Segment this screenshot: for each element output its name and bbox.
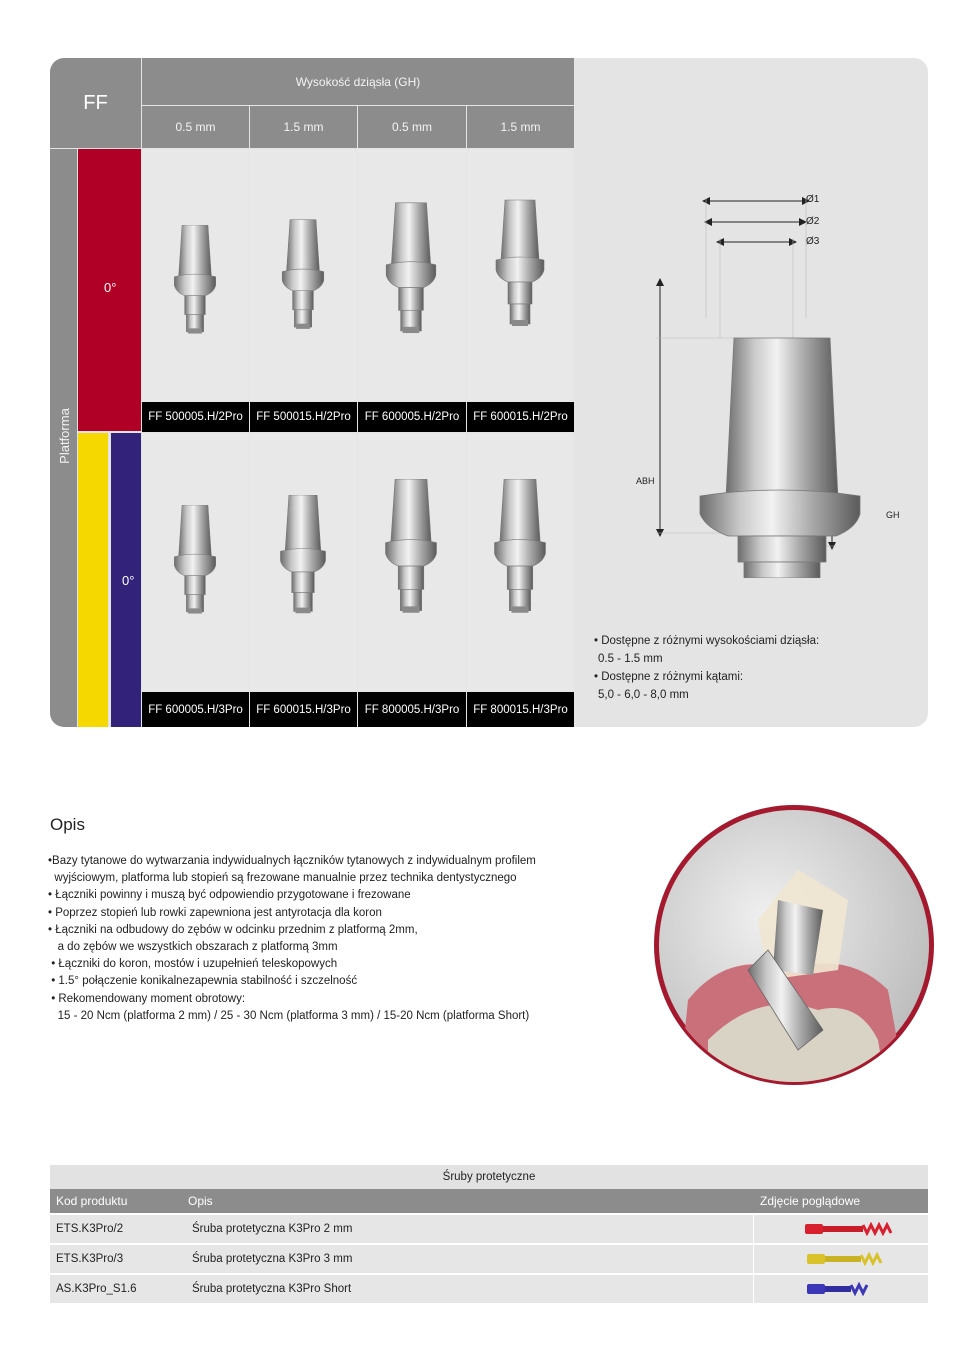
screw-description: Śruba protetyczna K3Pro 2 mm <box>192 1223 353 1235</box>
product-cell <box>467 149 574 402</box>
screws-table <box>50 1165 928 1303</box>
abutment-image <box>490 193 550 337</box>
height-col-2: 1.5 mm <box>250 106 357 148</box>
product-cell <box>358 433 466 691</box>
family-header <box>50 58 141 148</box>
header-code: Kod produktu <box>56 1194 128 1208</box>
screws-table-title: Śruby protetyczne <box>50 1165 928 1189</box>
availability-line: 5,0 - 6,0 - 8,0 mm <box>598 689 689 701</box>
header-photo: Zdjęcie poglądowe <box>760 1194 861 1208</box>
description-line: • Rekomendowany moment obrotowy: <box>48 992 246 1005</box>
abutment-image <box>374 479 448 617</box>
angle-bottom-label: 0° <box>122 573 135 588</box>
availability-line: • Dostępne z różnymi kątami: <box>594 671 744 683</box>
diameter-3-label: Ø3 <box>806 236 820 247</box>
product-code: FF 600005.H/3Pro <box>142 692 249 727</box>
abutment-image <box>277 217 329 335</box>
abutment-image <box>273 495 333 617</box>
product-cell <box>142 433 249 691</box>
platform-short-block <box>78 433 108 727</box>
description-line: • Łączniki powinny i muszą być odpowiendio przygotowane i frezowane <box>48 889 411 902</box>
availability-line: • Dostępne z różnymi wysokościami dziąsła: <box>594 635 820 647</box>
product-code: FF 800005.H/3Pro <box>358 692 466 727</box>
abh-label: ABH <box>636 476 655 486</box>
angle-top-label: 0° <box>104 280 117 295</box>
height-col-1: 0.5 mm <box>142 106 249 148</box>
height-col-4: 1.5 mm <box>467 106 574 148</box>
height-col-3: 0.5 mm <box>358 106 466 148</box>
abutment-image <box>165 505 225 617</box>
description-line: •Bazy tytanowe do wytwarzania indywidualnych łączników tytanowych z indywidualnym profilem <box>48 855 536 867</box>
screw-image <box>807 1252 887 1266</box>
gingival-height-header: Wysokość dziąsła (GH) <box>142 58 574 105</box>
implant-illustration <box>648 800 940 1090</box>
description-line: 15 - 20 Ncm (platforma 2 mm) / 25 - 30 Ncm (platforma 3 mm) / 15-20 Ncm (platforma Short) <box>48 1009 530 1022</box>
table-row <box>50 1275 928 1303</box>
product-panel <box>50 58 928 727</box>
header-description: Opis <box>188 1194 213 1208</box>
screw-image <box>807 1282 877 1296</box>
description-line: • 1.5° połączenie konikalnezapewnia stabilność i szczelność <box>48 975 358 988</box>
screws-table-header <box>50 1189 928 1213</box>
screw-code: AS.K3Pro_S1.6 <box>56 1283 137 1295</box>
product-code: FF 500005.H/2Pro <box>142 402 249 432</box>
description-list <box>48 853 608 1025</box>
diameter-2-label: Ø2 <box>806 216 820 227</box>
product-cell <box>250 433 357 691</box>
availability-notes <box>594 632 819 704</box>
screw-description: Śruba protetyczna K3Pro 3 mm <box>192 1253 353 1265</box>
platform-label: Platforma <box>57 408 72 464</box>
description-line: • Łączniki na odbudowy do zębów w odcinku przednim z platformą 2mm, <box>48 923 418 936</box>
diameter-1-label: Ø1 <box>806 194 820 205</box>
dimension-diagram <box>620 178 920 578</box>
product-code: FF 600015.H/2Pro <box>467 402 574 432</box>
abutment-image <box>380 201 442 339</box>
screw-description: Śruba protetyczna K3Pro Short <box>192 1283 352 1295</box>
table-row <box>50 1245 928 1273</box>
product-code: FF 500015.H/2Pro <box>250 402 357 432</box>
description-title: Opis <box>50 815 85 834</box>
abutment-image <box>169 225 221 337</box>
platform-3-block <box>111 433 141 727</box>
description-line: wyjściowym, platforma lub stopień są frezowane manualnie przez technika dentystycznego <box>48 872 517 885</box>
availability-line: 0.5 - 1.5 mm <box>598 653 663 665</box>
screw-image <box>805 1222 895 1236</box>
table-row <box>50 1215 928 1243</box>
description-line: • Poprzez stopień lub rowki zapewniona jest antyrotacja dla koron <box>48 906 382 919</box>
product-cell <box>142 149 249 402</box>
product-code: FF 600015.H/3Pro <box>250 692 357 727</box>
family-label: FF <box>83 91 108 114</box>
gh-label: GH <box>886 510 900 520</box>
screw-code: ETS.K3Pro/2 <box>56 1223 124 1235</box>
product-cell <box>358 149 466 402</box>
product-code: FF 600005.H/2Pro <box>358 402 466 432</box>
product-code: FF 800015.H/3Pro <box>467 692 574 727</box>
abutment-image <box>483 479 557 617</box>
description-line: a do zębów we wszystkich obszarach z platformą 3mm <box>48 941 338 954</box>
platform-2-block <box>78 149 141 431</box>
product-cell <box>250 149 357 402</box>
product-cell <box>467 433 574 691</box>
description-line: • Łączniki do koron, mostów i uzupełnień teleskopowych <box>48 958 338 971</box>
screw-code: ETS.K3Pro/3 <box>56 1253 124 1265</box>
